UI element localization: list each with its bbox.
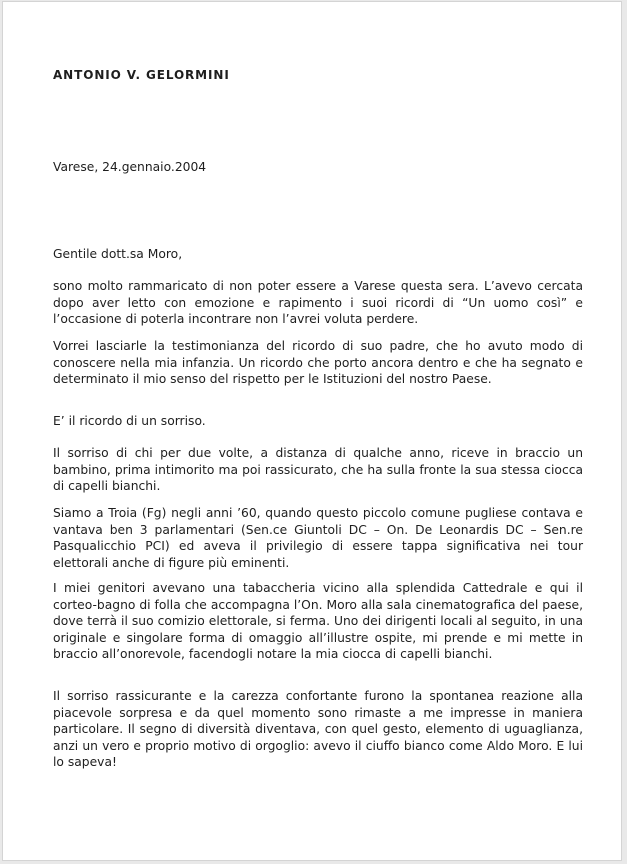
paragraph-2: Vorrei lasciarle la testimonianza del ricordo di suo padre, che ho avuto modo di conoscere nella mia infanzia. Un ricordo che porto ancora dentro e che ha segnato e determinato il mio senso del rispetto per le Istituzioni del nostro Paese.	[53, 339, 583, 387]
paragraph-1: sono molto rammaricato di non poter essere a Varese questa sera. L’avevo cercata dopo aver letto con emozione e rapimento i suoi ricordi di “Un uomo così” e l’occasione di poterla incontrare non l’avrei voluta perdere.	[53, 279, 583, 327]
paragraph-5: Siamo a Troia (Fg) negli anni ’60, quando questo piccolo comune pugliese contava e vantava ben 3 parlamentari (Sen.ce Giuntoli DC – On. De Leonardis DC – Sen.re Pasqualicchio PCI) ed aveva il privilegio di essere tappa significativa nei tour elettorali anche di figure più eminenti.	[53, 506, 583, 570]
author-name: ANTONIO V. GELORMINI	[53, 68, 230, 82]
paragraph-4: Il sorriso di chi per due volte, a distanza di qualche anno, riceve in braccio un bambino, prima intimorito ma poi rassicurato, che ha sulla fronte la sua stessa ciocca di capelli bianchi.	[53, 446, 583, 494]
letter-page	[3, 2, 621, 860]
salutation: Gentile dott.sa Moro,	[53, 247, 183, 261]
paragraph-3: E’ il ricordo di un sorriso.	[53, 414, 206, 428]
paragraph-7: Il sorriso rassicurante e la carezza confortante furono la spontanea reazione alla piacevole sorpresa e da quel momento sono rimaste a me impresse in maniera particolare. Il segno di diversità diventava, con quel gesto, elemento di uguaglianza, anzi un vero e proprio motivo di orgoglio: avevo il ciuffo bianco come Aldo Moro. E lui lo sapeva!	[53, 689, 583, 770]
paragraph-6: I miei genitori avevano una tabaccheria vicino alla splendida Cattedrale e qui il corteo-bagno di folla che accompagna l’On. Moro alla sala cinematografica del paese, dove terrà il suo comizio elettorale, si ferma. Uno dei dirigenti locali al seguito, in una originale e singolare forma di omaggio all’illustre ospite, mi prende e mi mette in braccio all’onorevole, facendogli notare la mia ciocca di capelli bianchi.	[53, 581, 583, 662]
place-date: Varese, 24.gennaio.2004	[53, 160, 207, 174]
